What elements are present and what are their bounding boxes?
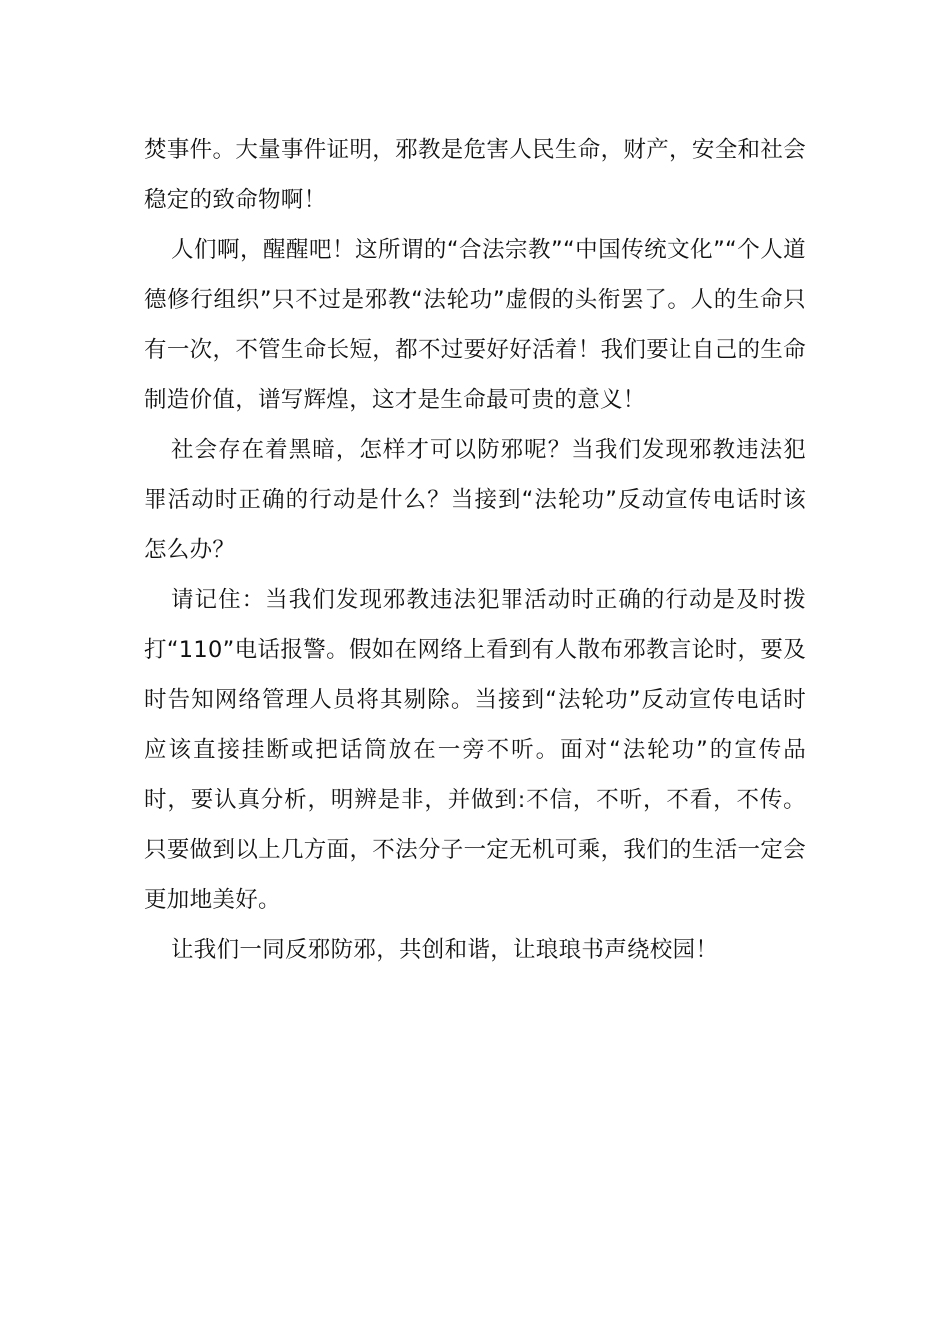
document-body: [144, 125, 806, 975]
paragraph-3: 社会存在着黑暗，怎样才可以防邪呢？当我们发现邪教违法犯罪活动时正确的行动是什么？当接到“法轮功”反动宣传电话时该怎么办？: [144, 437, 806, 563]
paragraph-1: 焚事件。大量事件证明，邪教是危害人民生命，财产，安全和社会稳定的致命物啊！: [144, 137, 806, 213]
paragraph-5: 让我们一同反邪防邪，共创和谐，让琅琅书声绕校园！: [171, 937, 719, 963]
paragraph-2: 人们啊，醒醒吧！这所谓的“合法宗教”“中国传统文化”“个人道德修行组织”只不过是邪教“法轮功”虚假的头衔罢了。人的生命只有一次，不管生命长短，都不过要好好活着！我们要让自己的生命制造价值，谱写辉煌，这才是生命最可贵的意义！: [144, 237, 806, 413]
paragraph-4: 请记住：当我们发现邪教违法犯罪活动时正确的行动是及时拨打“110”电话报警。假如在网络上看到有人散布邪教言论时，要及时告知网络管理人员将其剔除。当接到“法轮功”反动宣传电话时应该直接挂断或把话筒放在一旁不听。面对“法轮功”的宣传品时，要认真分析，明辨是非，并做到:不信，不听，不看，不传。只要做到以上几方面，不法分子一定无机可乘，我们的生活一定会更加地美好。: [144, 587, 806, 913]
